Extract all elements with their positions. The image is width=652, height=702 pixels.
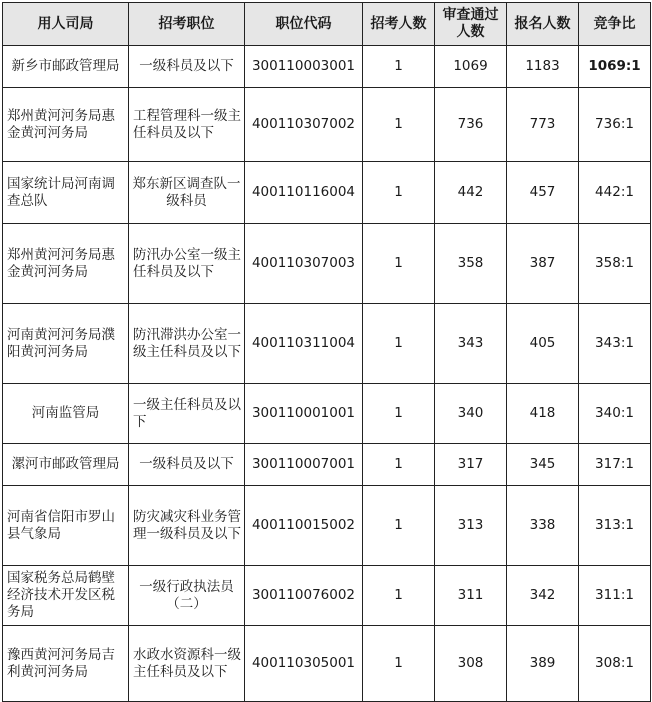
table-row xyxy=(3,444,651,486)
cell-code: 400110015002 xyxy=(245,486,363,566)
cell-dept: 郑州黄河河务局惠金黄河河务局 xyxy=(3,224,129,304)
cell-ratio: 340:1 xyxy=(579,384,651,444)
cell-hire: 1 xyxy=(363,444,435,486)
table-row xyxy=(3,626,651,702)
cell-hire: 1 xyxy=(363,384,435,444)
table-row xyxy=(3,46,651,88)
cell-dept: 国家税务总局鹤壁经济技术开发区税务局 xyxy=(3,566,129,626)
table-row xyxy=(3,304,651,384)
cell-hire: 1 xyxy=(363,46,435,88)
cell-ratio: 343:1 xyxy=(579,304,651,384)
cell-passed: 311 xyxy=(435,566,507,626)
cell-passed: 343 xyxy=(435,304,507,384)
cell-passed: 442 xyxy=(435,162,507,224)
cell-passed: 1069 xyxy=(435,46,507,88)
cell-ratio: 313:1 xyxy=(579,486,651,566)
cell-applied: 387 xyxy=(507,224,579,304)
cell-code: 300110001001 xyxy=(245,384,363,444)
header-dept: 用人司局 xyxy=(3,3,129,46)
cell-position: 一级科员及以下 xyxy=(129,46,245,88)
cell-dept: 河南黄河河务局濮阳黄河河务局 xyxy=(3,304,129,384)
cell-code: 400110307003 xyxy=(245,224,363,304)
table-row xyxy=(3,384,651,444)
cell-code: 400110116004 xyxy=(245,162,363,224)
cell-hire: 1 xyxy=(363,626,435,702)
table-body xyxy=(3,46,651,702)
cell-passed: 736 xyxy=(435,88,507,162)
header-passed-count: 审查通过人数 xyxy=(435,3,507,46)
cell-position: 水政水资源科一级主任科员及以下 xyxy=(129,626,245,702)
cell-position: 郑东新区调查队一级科员 xyxy=(129,162,245,224)
cell-code: 300110076002 xyxy=(245,566,363,626)
header-position: 招考职位 xyxy=(129,3,245,46)
cell-dept: 国家统计局河南调查总队 xyxy=(3,162,129,224)
cell-position: 防汛滞洪办公室一级主任科员及以下 xyxy=(129,304,245,384)
cell-applied: 1183 xyxy=(507,46,579,88)
header-applied-count: 报名人数 xyxy=(507,3,579,46)
cell-code: 300110003001 xyxy=(245,46,363,88)
cell-applied: 405 xyxy=(507,304,579,384)
cell-hire: 1 xyxy=(363,162,435,224)
cell-code: 400110311004 xyxy=(245,304,363,384)
header-row xyxy=(3,3,651,46)
cell-position: 一级科员及以下 xyxy=(129,444,245,486)
table-row xyxy=(3,162,651,224)
cell-passed: 308 xyxy=(435,626,507,702)
cell-applied: 457 xyxy=(507,162,579,224)
cell-passed: 358 xyxy=(435,224,507,304)
cell-dept: 河南省信阳市罗山县气象局 xyxy=(3,486,129,566)
cell-dept: 漯河市邮政管理局 xyxy=(3,444,129,486)
cell-hire: 1 xyxy=(363,566,435,626)
cell-dept: 豫西黄河河务局吉利黄河河务局 xyxy=(3,626,129,702)
cell-dept: 新乡市邮政管理局 xyxy=(3,46,129,88)
header-hire-count: 招考人数 xyxy=(363,3,435,46)
cell-ratio: 311:1 xyxy=(579,566,651,626)
cell-ratio: 308:1 xyxy=(579,626,651,702)
cell-ratio: 317:1 xyxy=(579,444,651,486)
table-row xyxy=(3,224,651,304)
cell-ratio: 736:1 xyxy=(579,88,651,162)
cell-code: 300110007001 xyxy=(245,444,363,486)
cell-position: 一级主任科员及以下 xyxy=(129,384,245,444)
cell-ratio: 358:1 xyxy=(579,224,651,304)
cell-applied: 389 xyxy=(507,626,579,702)
cell-code: 400110305001 xyxy=(245,626,363,702)
cell-dept: 郑州黄河河务局惠金黄河河务局 xyxy=(3,88,129,162)
cell-applied: 342 xyxy=(507,566,579,626)
table-row xyxy=(3,566,651,626)
cell-applied: 773 xyxy=(507,88,579,162)
cell-passed: 317 xyxy=(435,444,507,486)
cell-dept: 河南监管局 xyxy=(3,384,129,444)
cell-position: 防汛办公室一级主任科员及以下 xyxy=(129,224,245,304)
cell-applied: 345 xyxy=(507,444,579,486)
header-code: 职位代码 xyxy=(245,3,363,46)
cell-hire: 1 xyxy=(363,224,435,304)
table-header xyxy=(3,3,651,46)
cell-hire: 1 xyxy=(363,486,435,566)
cell-hire: 1 xyxy=(363,304,435,384)
header-ratio: 竞争比 xyxy=(579,3,651,46)
cell-passed: 340 xyxy=(435,384,507,444)
recruitment-table xyxy=(2,2,651,702)
table-row xyxy=(3,486,651,566)
cell-applied: 338 xyxy=(507,486,579,566)
cell-passed: 313 xyxy=(435,486,507,566)
cell-position: 工程管理科一级主任科员及以下 xyxy=(129,88,245,162)
cell-ratio: 1069:1 xyxy=(579,46,651,88)
cell-hire: 1 xyxy=(363,88,435,162)
cell-position: 防灾减灾科业务管理一级科员及以下 xyxy=(129,486,245,566)
cell-ratio: 442:1 xyxy=(579,162,651,224)
table-row xyxy=(3,88,651,162)
cell-code: 400110307002 xyxy=(245,88,363,162)
cell-applied: 418 xyxy=(507,384,579,444)
cell-position: 一级行政执法员（二） xyxy=(129,566,245,626)
